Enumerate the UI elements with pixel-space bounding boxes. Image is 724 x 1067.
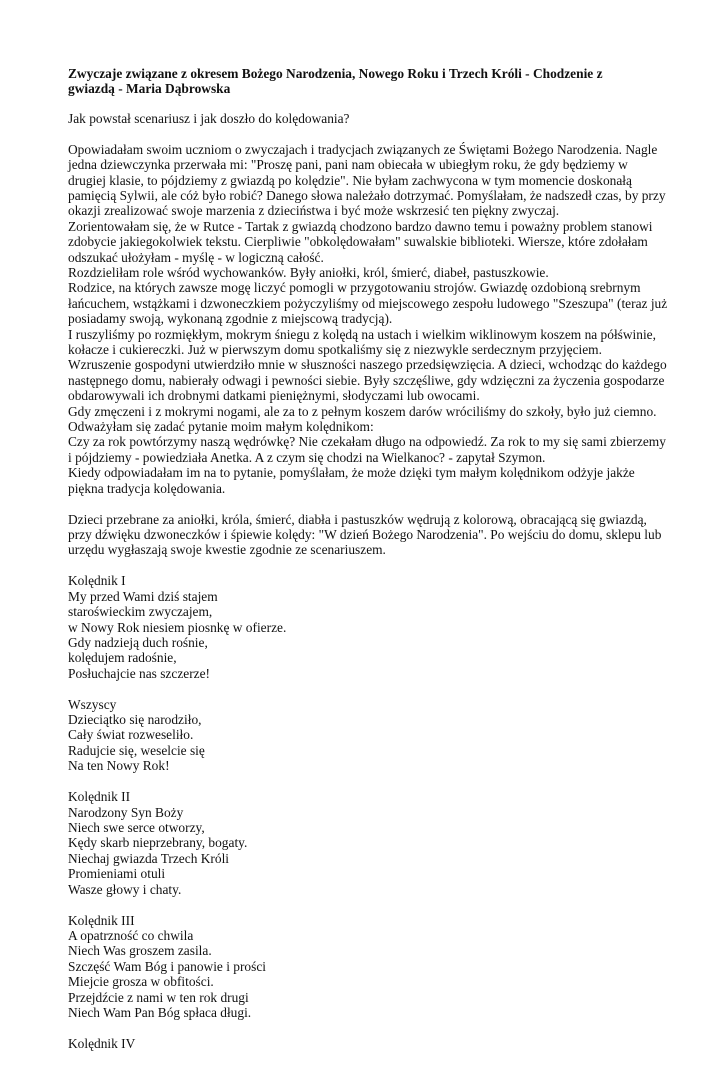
intro-line: następnego domu, nabierały odwagi i pewności siebie. Były szczęśliwe, gdy wdzięczni za życzenia gospodarze [68, 372, 665, 388]
verse-kolednik-1 [68, 573, 668, 681]
verse-line: kolędujem radośnie, [68, 650, 177, 666]
verse-kolednik-3 [68, 913, 668, 1021]
intro-section [68, 142, 668, 496]
verse-speaker: Kolędnik I [68, 573, 126, 589]
intro-line: zdobycie jakiegokolwiek tekstu. Cierpliwie "obkolędowałam" suwalskie biblioteki. Wiersze, które zdołałam [68, 234, 648, 250]
intro-line: Rodzice, na których zawsze mogę liczyć pomogli w przygotowaniu strojów. Gwiazdę ozdobioną srebrnym [68, 280, 641, 296]
intro-line: piękna tradycja kolędowania. [68, 480, 226, 496]
scenario-section [68, 512, 668, 558]
intro-line: obdarowywali ich drobnymi datkami pieniężnymi, słodyczami lub owocami. [68, 388, 480, 404]
verse-line: Posłuchajcie nas szczerze! [68, 665, 211, 681]
intro-line: Kiedy odpowiadałam im na to pytanie, pomyślałam, że może dzięki tym małym kolędnikom odżyje jakże [68, 465, 635, 481]
verse-line: A opatrzność co chwila [68, 927, 194, 943]
intro-line: Gdy zmęczeni i z mokrymi nogami, ale za to z pełnym koszem darów wróciliśmy do szkoły, było już ciemno. [68, 403, 657, 419]
verse-line: staroświeckim zwyczajem, [68, 604, 213, 620]
verse-line: Narodzony Syn Boży [68, 804, 184, 820]
verse-speaker: Kolędnik IV [68, 1035, 136, 1051]
verse-kolednik-2 [68, 789, 668, 897]
title-line: gwiazdą - Maria Dąbrowska [68, 81, 231, 97]
verse-line: Wasze głowy i chaty. [68, 881, 182, 897]
document-title [68, 66, 668, 97]
verse-line: Radujcie się, weselcie się [68, 742, 205, 758]
scenario-line: przy dźwięku dzwoneczków i śpiewie kolędy: "W dzień Bożego Narodzenia". Po wejściu do domu, sklepu lub [68, 526, 662, 542]
verse-line: Kędy skarb nieprzebrany, bogaty. [68, 835, 248, 851]
verse-line: Dzieciątko się narodziło, [68, 712, 202, 728]
verse-wszyscy [68, 697, 668, 774]
verse-line: Szczęść Wam Bóg i panowie i prości [68, 958, 266, 974]
scenario-line: Dzieci przebrane za aniołki, króla, śmierć, diabła i pastuszków wędrują z kolorową, obracającą się gwiazdą, [68, 511, 647, 527]
intro-line: drugiej klasie, to pójdziemy z gwiazdą po kolędzie". Nie byłam zachwycona w tym momencie doskonałą [68, 172, 632, 188]
intro-line: posiadamy swoją, wykonaną zgodnie z miejscową tradycją). [68, 311, 393, 327]
intro-line: jedna dziewczynka przerwała mi: "Proszę pani, pani nam obiecała w ubiegłym roku, że gdy będziemy w [68, 157, 628, 173]
intro-line: Odważyłam się zadać pytanie moim małym kolędnikom: [68, 419, 374, 435]
intro-line: Rozdzieliłam role wśród wychowanków. Były aniołki, król, śmierć, diabeł, pastuszkowie. [68, 264, 549, 280]
verse-line: Niech swe serce otworzy, [68, 819, 205, 835]
intro-line: Czy za rok powtórzymy naszą wędrówkę? Nie czekałam długo na odpowiedź. Za rok to my się sami zbierzemy [68, 434, 666, 450]
verse-line: Niech Wam Pan Bóg spłaca długi. [68, 1004, 252, 1020]
scenario-line: urzędu wygłaszają swoje kwestie zgodnie ze scenariuszem. [68, 542, 386, 558]
verse-line: w Nowy Rok niesiem piosnkę w ofierze. [68, 619, 287, 635]
verse-line: Promieniami otuli [68, 866, 166, 882]
document-page [68, 66, 668, 1067]
intro-line: Wzruszenie gospodyni utwierdziło mnie w słuszności naszego przedsięwzięcia. A dzieci, wchodząc do każdego [68, 357, 667, 373]
intro-line: i pójdziemy - powiedziała Anetka. A z czym się chodzi na Wielkanoc? - zapytał Szymon. [68, 449, 546, 465]
intro-line: odszukać ułożyłam - myślę - w logiczną całość. [68, 249, 324, 265]
verse-line: Niechaj gwiazda Trzech Króli [68, 850, 230, 866]
intro-line: Opowiadałam swoim uczniom o zwyczajach i tradycjach związanych ze Świętami Bożego Narodzenia. Nagle [68, 141, 658, 157]
verse-kolednik-4 [68, 1036, 668, 1051]
intro-line: kołacze i cukiereczki. Już w pierwszym domu spotkaliśmy się z niezwykle serdecznym przyjęciem. [68, 342, 602, 357]
intro-line: łańcuchem, wstążkami i dzwoneczkiem pożyczyliśmy od miejscowego zespołu ludowego "Szeszupa" (teraz już [68, 295, 668, 311]
title-line: Zwyczaje związane z okresem Bożego Narodzenia, Nowego Roku i Trzech Króli - Chodzenie z [68, 66, 603, 81]
verse-line: Niech Was groszem zasila. [68, 943, 212, 959]
verse-line: Gdy nadzieją duch rośnie, [68, 634, 208, 650]
verse-line: Cały świat rozweseliło. [68, 727, 194, 743]
verse-line: Na ten Nowy Rok! [68, 758, 170, 774]
verse-speaker: Kolędnik III [68, 912, 135, 928]
verse-speaker: Kolędnik II [68, 789, 131, 805]
intro-line: Zorientowałam się, że w Rutce - Tartak z gwiazdą chodzono bardzo dawno temu i poważny problem stanowi [68, 218, 653, 234]
verse-line: Miejcie grosza w obfitości. [68, 974, 214, 990]
intro-line: I ruszyliśmy po rozmiękłym, mokrym śniegu z kolędą na ustach i wielkim wiklinowym koszem na półświnie, [68, 326, 656, 342]
verse-line: Przejdźcie z nami w ten rok drugi [68, 989, 249, 1005]
verse-line: My przed Wami dziś stajem [68, 588, 218, 604]
verse-speaker: Wszyscy [68, 696, 117, 712]
question-paragraph: Jak powstał scenariusz i jak doszło do kolędowania? [68, 110, 350, 126]
intro-line: pamięcią Sylwii, ale cóż było robić? Danego słowa należało dotrzymać. Pomyślałam, że nadszedł czas, by przy [68, 187, 666, 203]
intro-line: okazji zrealizować swoje marzenia z dzieciństwa i być może wskrzesić ten piękny zwyczaj. [68, 203, 560, 219]
